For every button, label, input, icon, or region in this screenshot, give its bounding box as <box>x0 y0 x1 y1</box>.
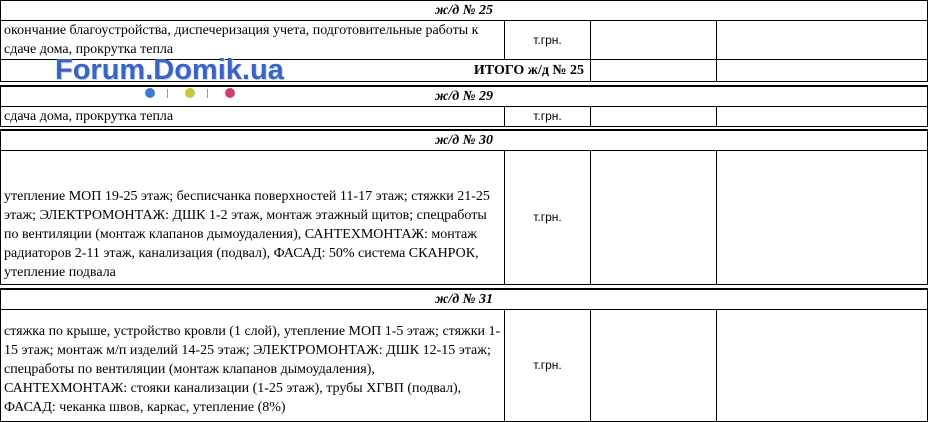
table-row <box>1 21 928 60</box>
work-description: окончание благоустройства, диспечеризация учета, подготовительные работы к сдаче дома, прокрутка тепла <box>1 21 505 60</box>
watermark-logo-text: Forum.Domik.ua <box>55 54 284 86</box>
unit-cell: т.грн. <box>505 106 591 126</box>
value-cell <box>591 151 717 285</box>
section-title: ж/д № 30 <box>1 130 928 151</box>
section-header-29 <box>1 86 928 107</box>
value-cell <box>591 21 717 60</box>
section-title: ж/д № 31 <box>1 289 928 310</box>
total-row-25 <box>1 60 928 82</box>
table-row <box>1 151 928 285</box>
section-header-31 <box>1 289 928 310</box>
work-description: утепление МОП 19-25 этаж; бесписчанка поверхностей 11-17 этаж; стяжки 21-25 этаж; ЭЛЕКТРОМОНТАЖ: ДШК 1-2 этаж, монтаж этажный щитов; спецработы по вентиляции (монтаж клапанов дымоудаления), САНТЕХМОНТАЖ: монтаж радиаторов 2-11 этаж, канализация (подвал), ФАСАД: 50% система СКАНРОК, утепление подвала <box>1 151 505 285</box>
value-cell <box>717 106 928 126</box>
unit-cell: т.грн. <box>505 151 591 285</box>
unit-cell: т.грн. <box>505 21 591 60</box>
value-cell <box>591 106 717 126</box>
section-title: ж/д № 25 <box>1 1 928 21</box>
work-description: стяжка по крыше, устройство кровли (1 слой), утепление МОП 1-5 этаж; стяжки 1-15 этаж; монтаж м/п изделий 14-25 этаж; ЭЛЕКТРОМОНТАЖ: ДШК 12-15 этаж; спецработы по вентиляции (монтаж клапанов дымоудаления), САНТЕХМОНТАЖ: стояки канализации (1-25 этаж), трубы ХГВП (подвал), ФАСАД: чеканка швов, каркас, утепление (8%) <box>4 323 501 415</box>
value-cell <box>717 151 928 285</box>
table-row <box>1 309 928 421</box>
section-header-30 <box>1 130 928 151</box>
value-cell <box>717 21 928 60</box>
value-cell <box>591 309 717 421</box>
work-description: сдача дома, прокрутка тепла <box>1 106 505 126</box>
total-value-cell <box>717 60 928 82</box>
table-row <box>1 106 928 126</box>
section-header-25 <box>1 1 928 21</box>
value-cell <box>717 309 928 421</box>
section-title: ж/д № 29 <box>1 86 928 107</box>
total-value-cell <box>591 60 717 82</box>
total-label: ИТОГО ж/д № 25 <box>1 60 591 82</box>
work-description-cell <box>1 309 505 421</box>
unit-cell: т.грн. <box>505 309 591 421</box>
